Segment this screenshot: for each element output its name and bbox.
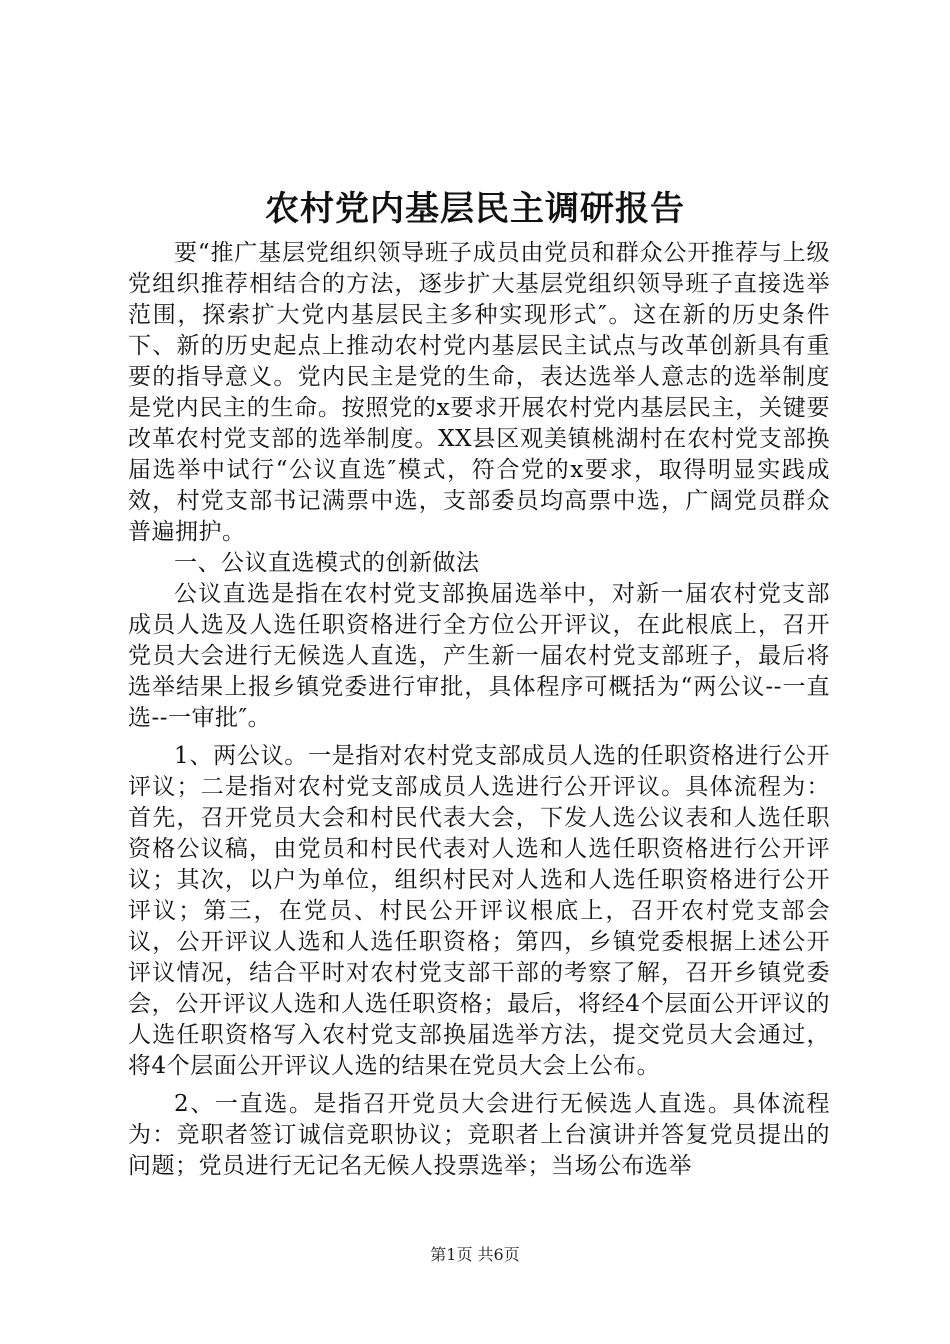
paragraph-definition: 公议直选是指在农村党支部换届选举中，对新一届农村党支部成员人选及人选任职资格进行全方位公开评议，在此根底上，召开党员大会进行无候选人直选，产生新一届农村党支部班子，最后将选举结果上报乡镇党委进行审批，具体程序可概括为“两公议--一直选--一审批″。 [128,581,830,731]
page-number: 第1页 共6页 [430,1245,520,1264]
section-heading: 一、公议直选模式的创新做法 [174,550,480,576]
paragraph-intro: 要“推广基层党组织领导班子成员由党员和群众公开推荐与上级党组织推荐相结合的方法，逐步扩大基层党组织领导班子直接选举范围，探索扩大党内基层民主多种实现形式″。这在新的历史条件下、新的历史起点上推动农村党内基层民主试点与改革创新具有重要的指导意义。党内民主是党的生命，表达选举人意志的选举制度是党内民主的生命。按照党的x要求开展农村党内基层民主，关键要改革农村党支部的选举制度。XX县区观美镇桃湖村在农村党支部换届选举中试行“公议直选″模式，符合党的x要求，取得明显实践成效，村党支部书记满票中选，支部委员均高票中选，广阔党员群众普遍拥护。 [128,240,830,545]
paragraph-two-reviews: 1、两公议。一是指对农村党支部成员人选的任职资格进行公开评议；二是指对农村党支部成员人选进行公开评议。具体流程为：首先，召开党员大会和村民代表大会，下发人选公议表和人选任职资格公议稿，由党员和村民代表对人选和人选任职资格进行公开评议；其次，以户为单位，组织村民对人选和人选任职资格进行公开评议；第三，在党员、村民公开评议根底上，召开农村党支部会议，公开评议人选和人选任职资格；第四，乡镇党委根据上述公开评议情况，结合平时对农村党支部干部的考察了解，召开乡镇党委会，公开评议人选和人选任职资格；最后，将经4个层面公开评议的人选任职资格写入农村党支部换届选举方法，提交党员大会通过，将4个层面公开评议人选的结果在党员大会上公布。 [128,743,830,1079]
paragraph-direct-election: 2、一直选。是指召开党员大会进行无候选人直选。具体流程为：竞职者签订诚信竞职协议；竞职者上台演讲并答复党员提出的问题；党员进行无记名无候人投票选举；当场公布选举 [128,1091,830,1179]
document-body [128,238,830,1182]
page-title: 农村党内基层民主调研报告 [265,189,685,229]
